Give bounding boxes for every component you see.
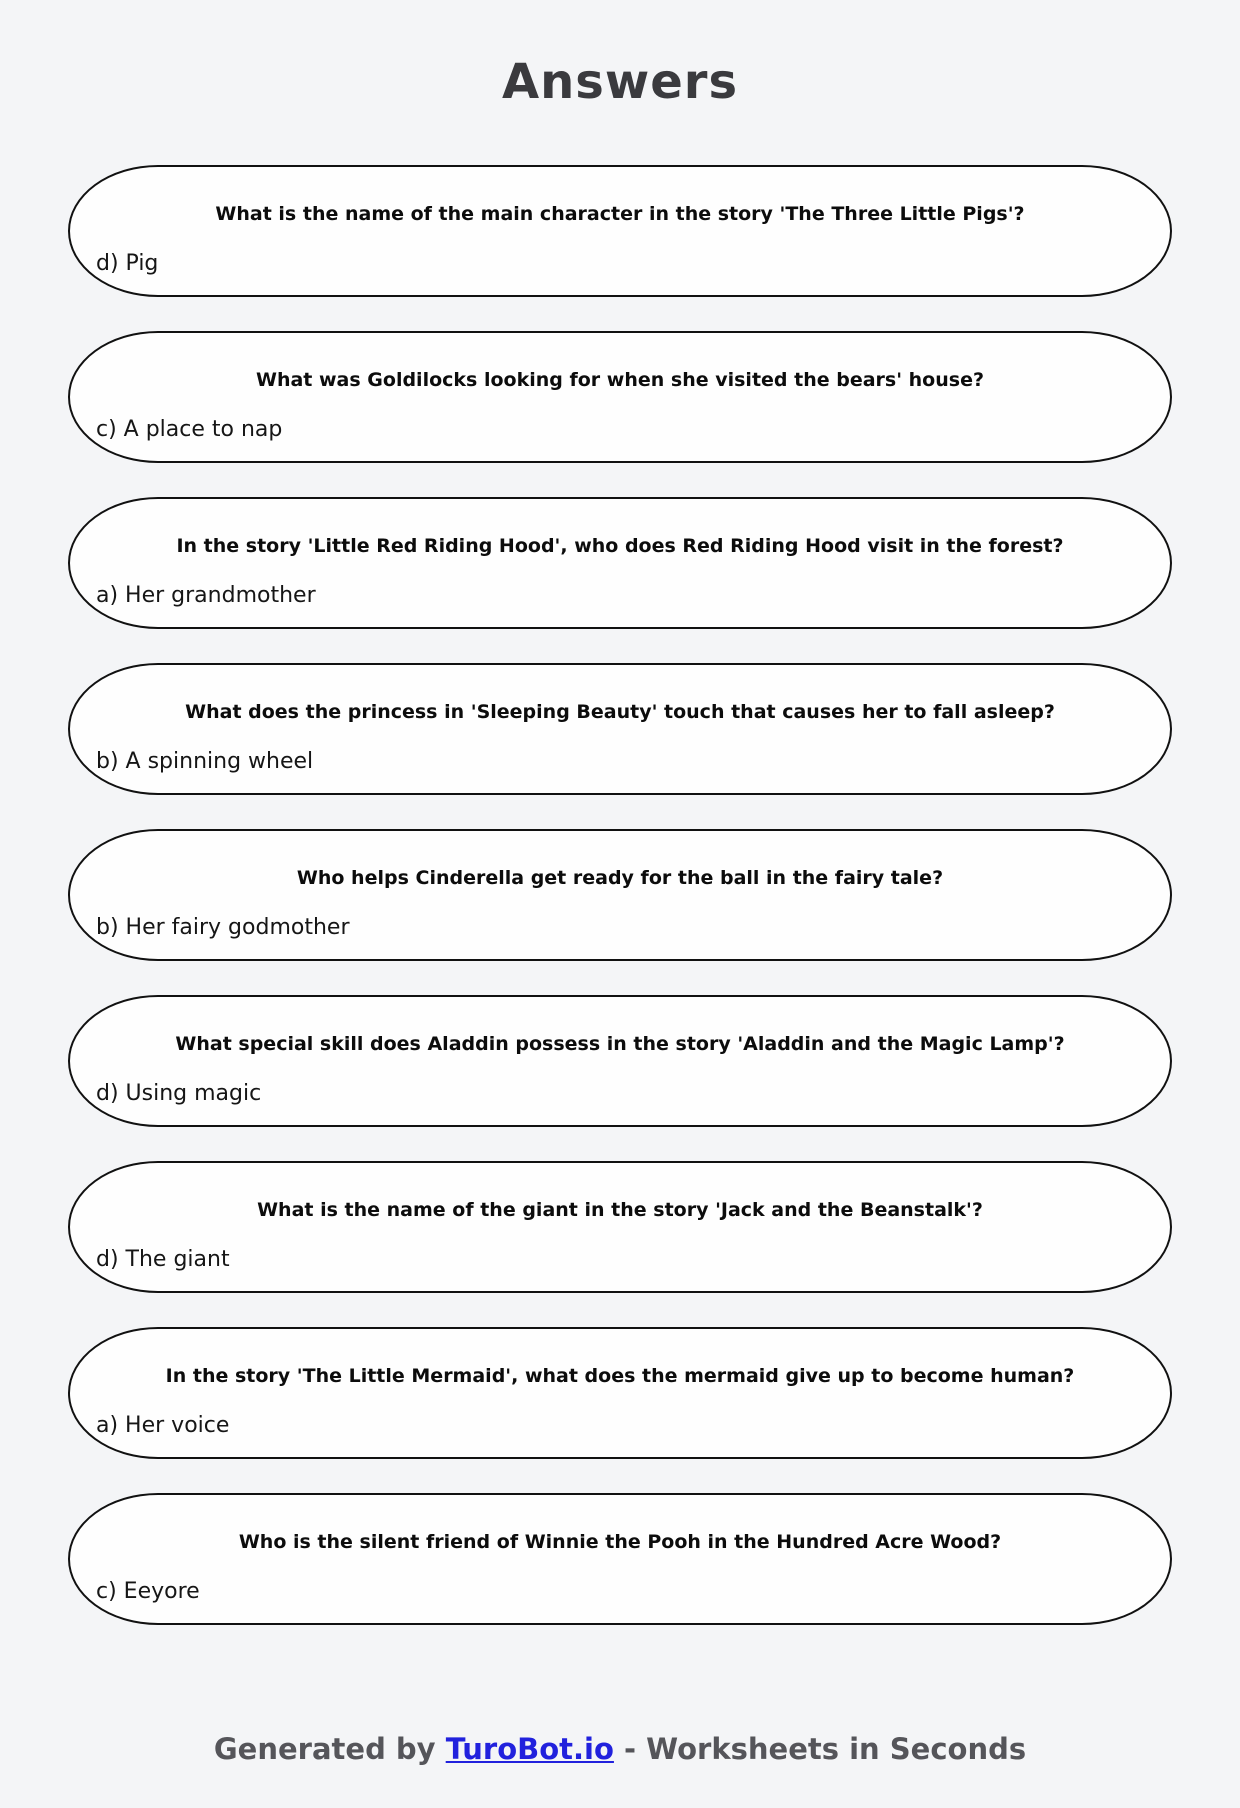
answer-card — [68, 331, 1172, 463]
answer-card — [68, 663, 1172, 795]
answer-text: b) Her fairy godmother — [96, 915, 350, 940]
footer-text — [0, 1732, 1240, 1766]
answer-text: b) A spinning wheel — [96, 749, 314, 774]
question-text: What is the name of the giant in the story 'Jack and the Beanstalk'? — [257, 1199, 983, 1221]
footer-prefix: Generated by — [213, 1732, 446, 1766]
answer-card — [68, 1493, 1172, 1625]
footer-suffix: - Worksheets in Seconds — [613, 1732, 1027, 1766]
question-text: In the story 'The Little Mermaid', what does the mermaid give up to become human? — [165, 1365, 1075, 1387]
answer-card — [68, 995, 1172, 1127]
answer-text: a) Her voice — [96, 1413, 230, 1438]
question-text: Who helps Cinderella get ready for the ball in the fairy tale? — [296, 867, 944, 889]
answer-text: d) The giant — [96, 1247, 230, 1272]
answer-card-list — [68, 165, 1172, 1625]
question-text: What was Goldilocks looking for when she visited the bears' house? — [256, 369, 984, 391]
answer-text: d) Using magic — [96, 1081, 262, 1106]
answer-text: c) A place to nap — [96, 417, 283, 442]
page-title: Answers — [501, 54, 739, 110]
turobot-link[interactable]: TuroBot.io — [445, 1732, 614, 1766]
question-text: Who is the silent friend of Winnie the Pooh in the Hundred Acre Wood? — [238, 1531, 1002, 1553]
answer-text: a) Her grandmother — [96, 583, 316, 608]
answer-card — [68, 829, 1172, 961]
answer-card — [68, 165, 1172, 297]
question-text: What is the name of the main character in the story 'The Three Little Pigs'? — [215, 203, 1025, 225]
answer-card — [68, 1161, 1172, 1293]
answer-card — [68, 1327, 1172, 1459]
question-text: What special skill does Aladdin possess in the story 'Aladdin and the Magic Lamp'? — [175, 1033, 1065, 1055]
question-text: What does the princess in 'Sleeping Beauty' touch that causes her to fall asleep? — [185, 701, 1055, 723]
answer-text: c) Eeyore — [96, 1579, 200, 1604]
question-text: In the story 'Little Red Riding Hood', who does Red Riding Hood visit in the forest? — [176, 535, 1064, 557]
answer-card — [68, 497, 1172, 629]
answer-text: d) Pig — [96, 251, 159, 276]
